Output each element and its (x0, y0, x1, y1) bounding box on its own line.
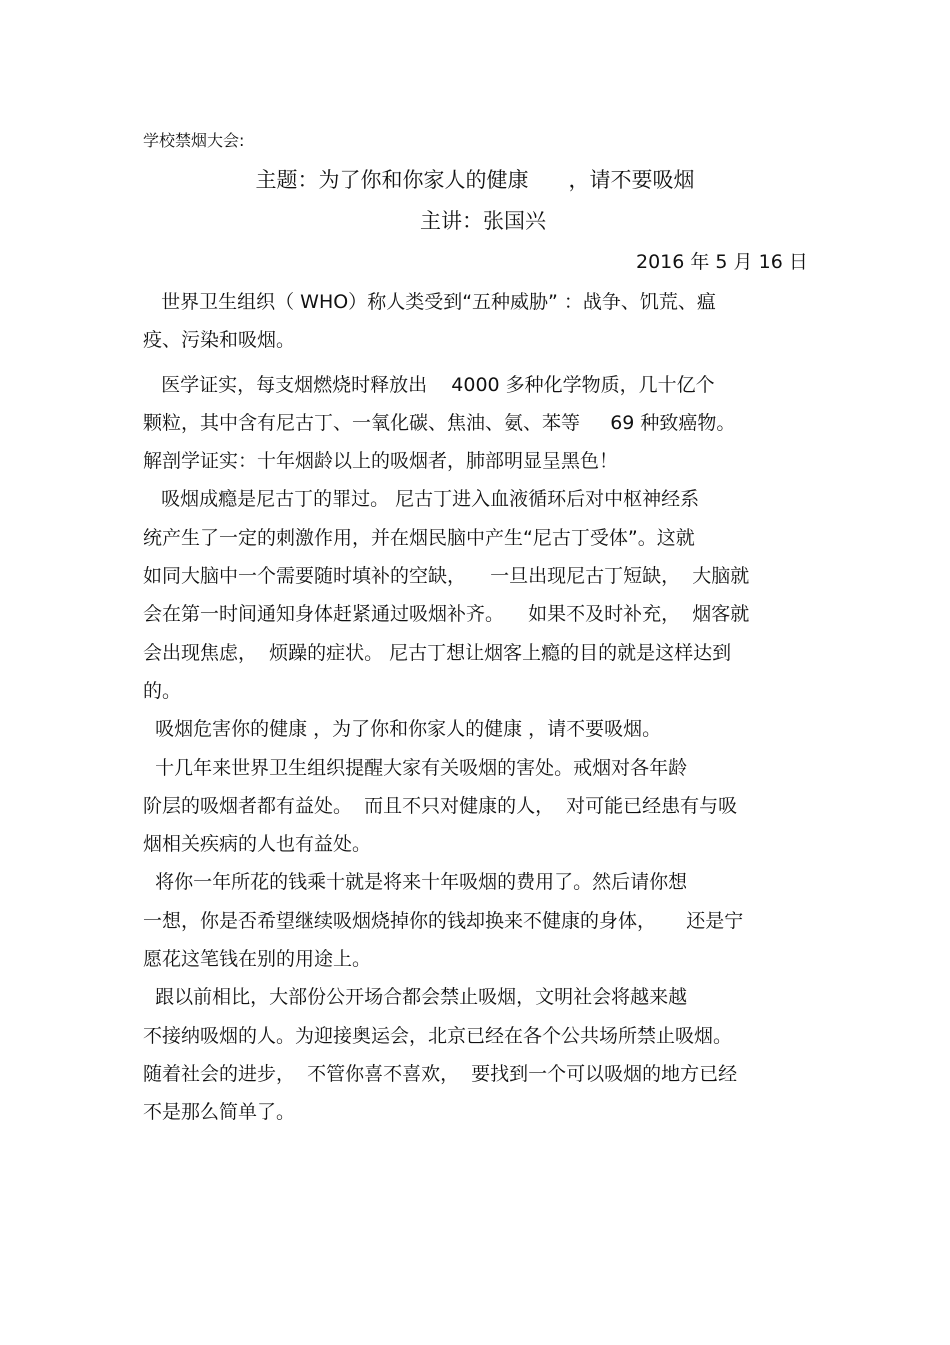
text-line: 统产生了一定的刺激作用，并在烟民脑中产生“尼古丁受体”。这就 (143, 526, 695, 549)
text-line: 十几年来世界卫生组织提醒大家有关吸烟的害处。戒烟对各年龄 (143, 756, 688, 779)
text-line: 阶层的吸烟者都有益处。 而且不只对健康的人， 对可能已经患有与吸 (143, 794, 738, 817)
text-line: 医学证实，每支烟燃烧时释放出 4000 多种化学物质，几十亿个 (143, 373, 715, 396)
text-line: 将你一年所花的钱乘十就是将来十年吸烟的费用了。然后请你想 (143, 871, 688, 894)
theme-title: 主题：为了你和你家人的健康 ，请不要吸烟 (255, 168, 695, 192)
text-line: 随着社会的进步， 不管你喜不喜欢， 要找到一个可以吸烟的地方已经 (143, 1062, 738, 1085)
text-line: 会在第一时间通知身体赶紧通过吸烟补齐。 如果不及时补充， 烟客就 (143, 603, 750, 626)
text-line: 会出现焦虑， 烦躁的症状。 尼古丁想让烟客上瘾的目的就是这样达到 (143, 641, 732, 664)
text-line: 吸烟危害你的健康 ，为了你和你家人的健康 ，请不要吸烟。 (143, 718, 662, 741)
paragraph-who-reminder (143, 749, 808, 864)
text-line: 的。 (143, 679, 182, 702)
paragraph-health-appeal (143, 710, 808, 748)
text-line: 颗粒，其中含有尼古丁、一氧化碳、焦油、氨、苯等 69 种致癌物。 (143, 411, 736, 434)
event-label: 学校禁烟大会: (143, 131, 245, 150)
text-line: 跟以前相比，大部份公开场合都会禁止吸烟，文明社会将越来越 (143, 986, 688, 1009)
text-line: 疫、污染和吸烟。 (143, 329, 296, 352)
text-line: 吸烟成瘾是尼古丁的罪过。 尼古丁进入血液循环后对中枢神经系 (143, 488, 700, 511)
paragraph-nicotine-addiction (143, 480, 808, 710)
paragraph-who-threats (143, 283, 808, 360)
text-line: 烟相关疾病的人也有益处。 (143, 833, 372, 856)
text-line: 如同大脑中一个需要随时填补的空缺， 一旦出现尼古丁短缺， 大脑就 (143, 565, 750, 588)
paragraph-public-ban (143, 978, 808, 1131)
speaker-line: 主讲：张国兴 (420, 209, 546, 233)
paragraph-medical-evidence (143, 366, 808, 481)
paragraph-cost (143, 863, 808, 978)
text-line: 世界卫生组织（ WHO）称人类受到“五种威胁” ：战争、饥荒、瘟 (143, 291, 716, 313)
text-line: 不是那么简单了。 (143, 1101, 296, 1124)
body-text (143, 283, 808, 1132)
text-line: 愿花这笔钱在别的用途上。 (143, 948, 372, 971)
text-line: 不接纳吸烟的人。为迎接奥运会，北京已经在各个公共场所禁止吸烟。 (143, 1024, 733, 1047)
text-line: 解剖学证实：十年烟龄以上的吸烟者，肺部明显呈黑色！ (143, 450, 619, 473)
document-date: 2016 年 5 月 16 日 (636, 251, 808, 273)
text-line: 一想，你是否希望继续吸烟烧掉你的钱却换来不健康的身体， 还是宁 (143, 909, 744, 932)
